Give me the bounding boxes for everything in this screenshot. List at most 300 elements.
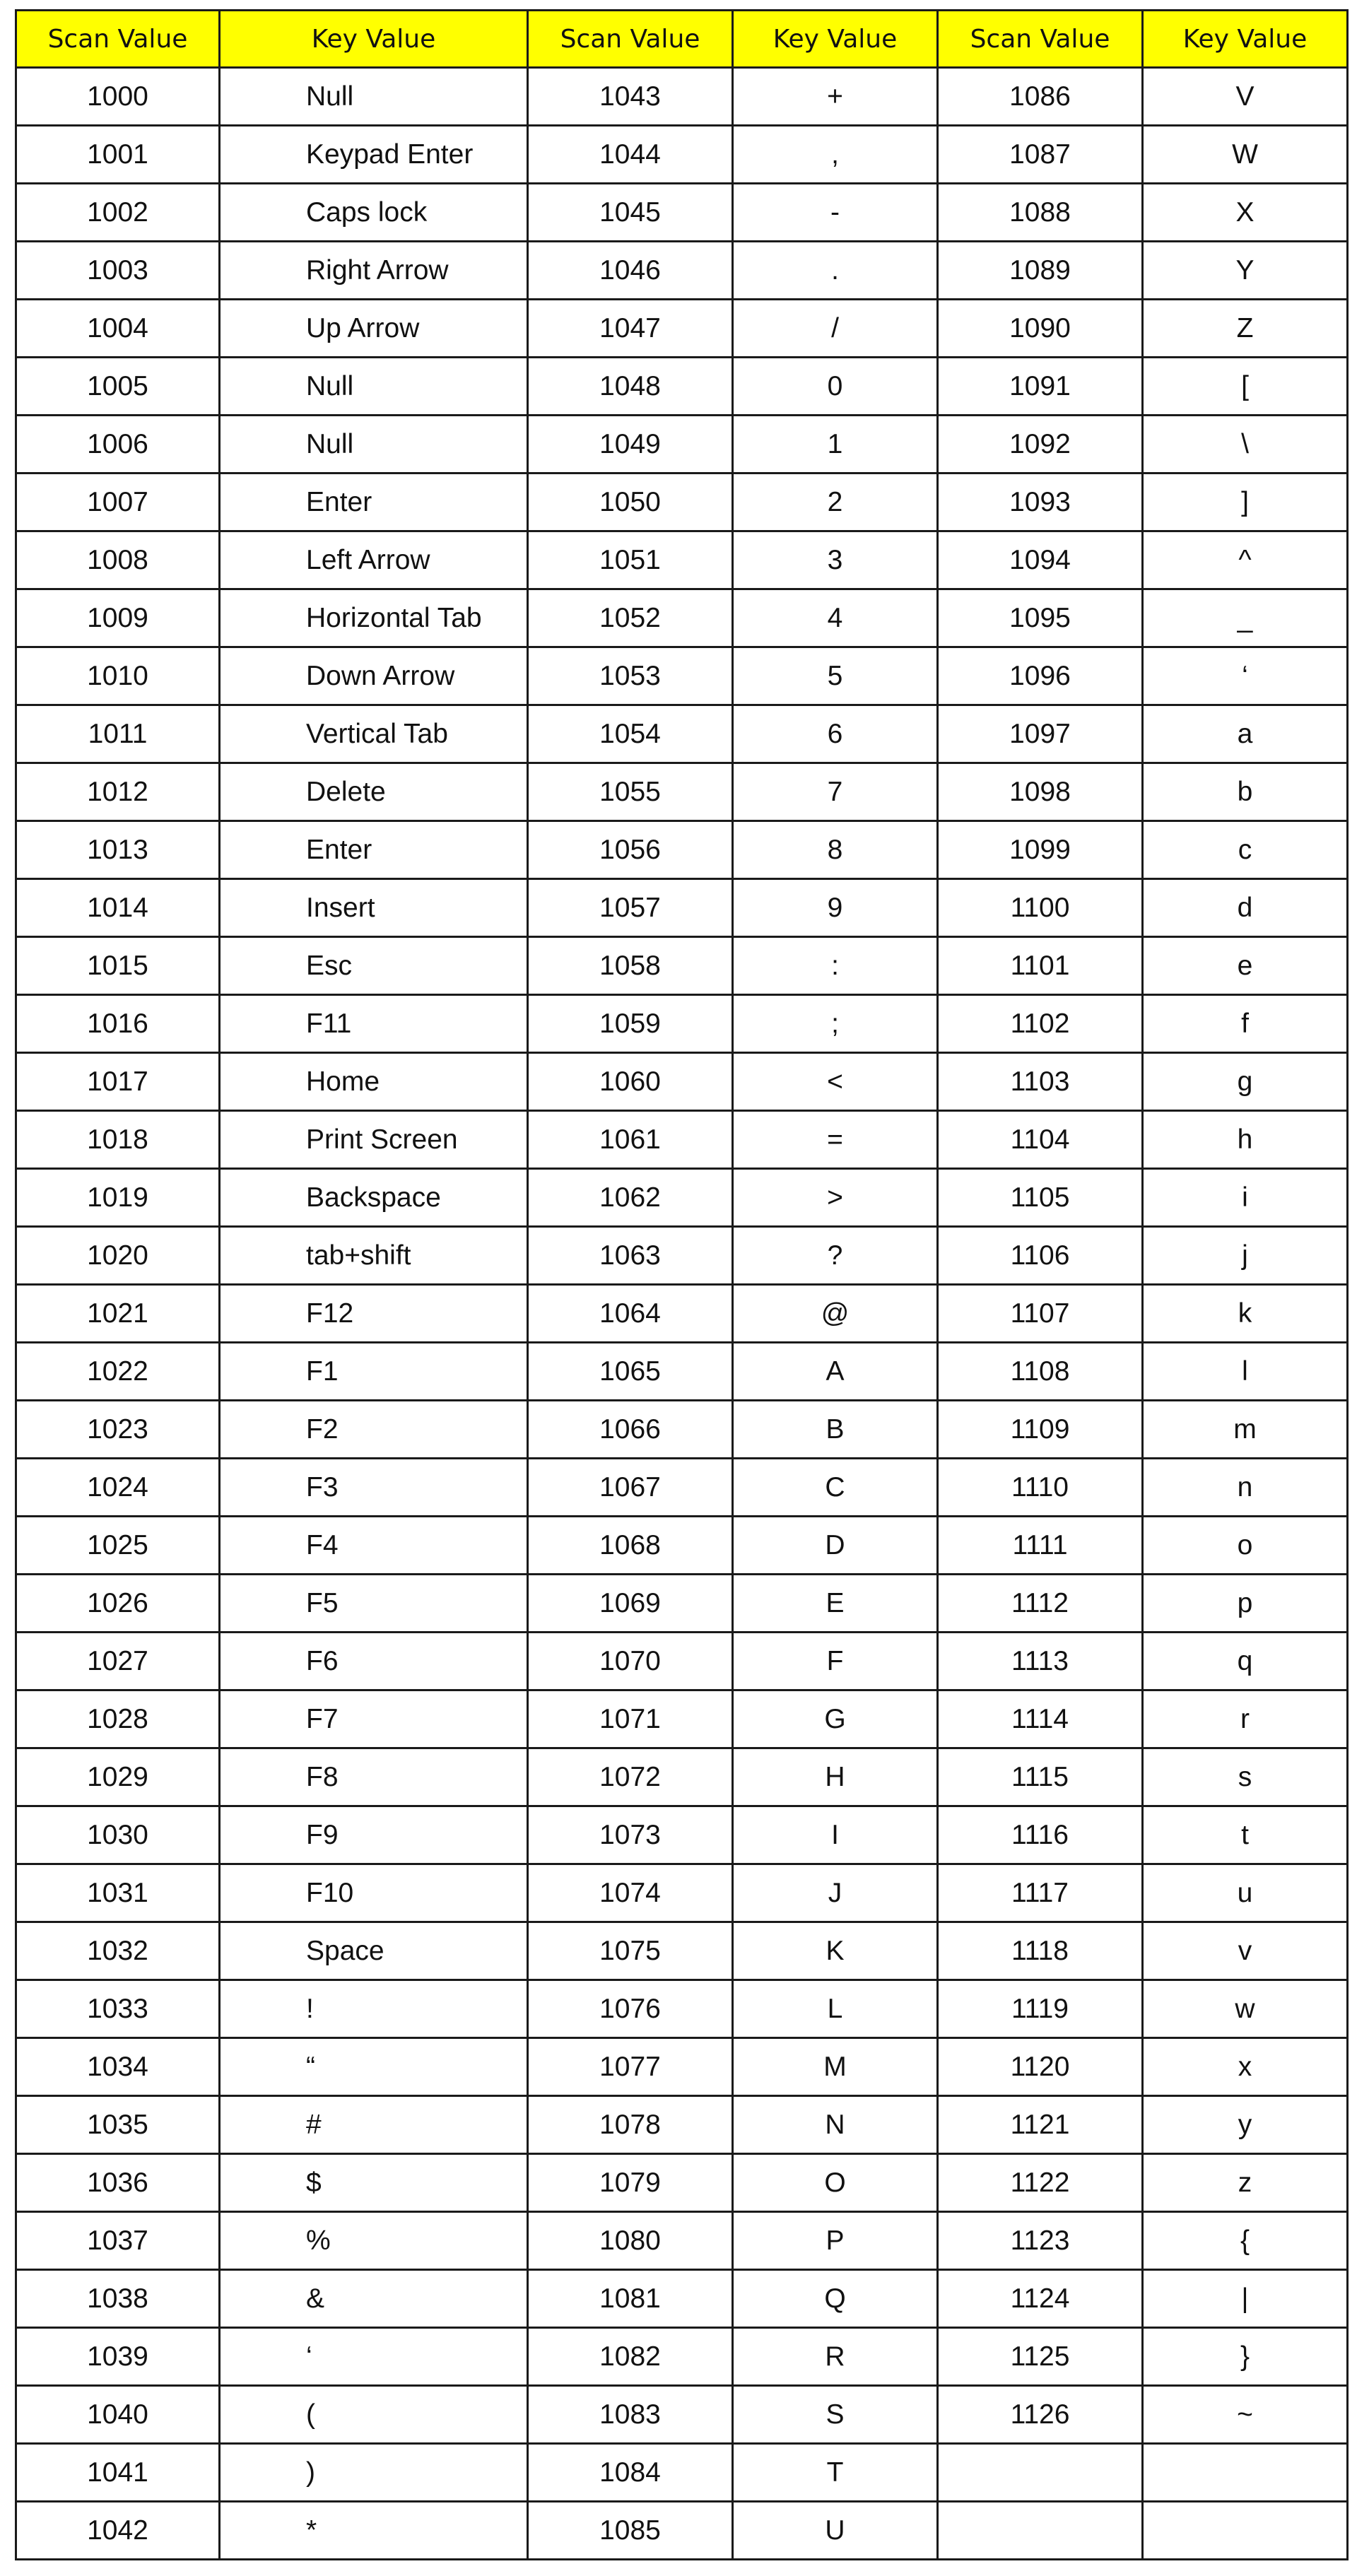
scan-value-cell: 1032 bbox=[16, 1922, 220, 1980]
scan-value-cell: 1035 bbox=[16, 2096, 220, 2154]
key-value-cell: Keypad Enter bbox=[220, 126, 528, 184]
scan-value-cell: 1034 bbox=[16, 2038, 220, 2096]
scan-value-cell: 1097 bbox=[938, 705, 1143, 763]
key-value-cell: Backspace bbox=[220, 1169, 528, 1227]
key-value-cell: F7 bbox=[220, 1690, 528, 1748]
key-value-cell: Esc bbox=[220, 937, 528, 995]
key-value-cell: i bbox=[1143, 1169, 1348, 1227]
scan-value-cell: 1002 bbox=[16, 184, 220, 242]
key-value-cell: R bbox=[733, 2328, 938, 2386]
scan-value-cell: 1115 bbox=[938, 1748, 1143, 1806]
scan-value-cell: 1090 bbox=[938, 300, 1143, 358]
scan-value-cell: 1082 bbox=[528, 2328, 733, 2386]
scan-value-cell: 1110 bbox=[938, 1459, 1143, 1517]
scan-value-cell: 1042 bbox=[16, 2502, 220, 2560]
scan-value-cell: 1073 bbox=[528, 1806, 733, 1864]
scan-value-cell: 1077 bbox=[528, 2038, 733, 2096]
key-value-cell: 7 bbox=[733, 763, 938, 821]
scan-value-cell: 1081 bbox=[528, 2270, 733, 2328]
scan-value-cell: 1089 bbox=[938, 242, 1143, 300]
scan-value-cell: 1098 bbox=[938, 763, 1143, 821]
scan-value-cell: 1104 bbox=[938, 1111, 1143, 1169]
table-row bbox=[16, 2154, 1348, 2212]
table-row bbox=[16, 474, 1348, 531]
scan-value-cell: 1114 bbox=[938, 1690, 1143, 1748]
key-value-cell: ^ bbox=[1143, 531, 1348, 589]
scan-value-cell: 1092 bbox=[938, 416, 1143, 474]
scan-value-cell: 1126 bbox=[938, 2386, 1143, 2444]
scan-value-cell: 1003 bbox=[16, 242, 220, 300]
scan-value-cell: 1122 bbox=[938, 2154, 1143, 2212]
table-row bbox=[16, 589, 1348, 647]
key-value-cell: 9 bbox=[733, 879, 938, 937]
key-value-cell: A bbox=[733, 1343, 938, 1401]
scan-value-cell: 1024 bbox=[16, 1459, 220, 1517]
key-value-cell: b bbox=[1143, 763, 1348, 821]
scan-value-cell: 1084 bbox=[528, 2444, 733, 2502]
key-value-cell: F11 bbox=[220, 995, 528, 1053]
scan-value-cell: 1046 bbox=[528, 242, 733, 300]
key-value-cell: S bbox=[733, 2386, 938, 2444]
key-value-cell: * bbox=[220, 2502, 528, 2560]
table-row bbox=[16, 2502, 1348, 2560]
key-value-cell: & bbox=[220, 2270, 528, 2328]
key-value-cell: Up Arrow bbox=[220, 300, 528, 358]
key-value-cell: F9 bbox=[220, 1806, 528, 1864]
table-row bbox=[16, 300, 1348, 358]
key-value-cell: l bbox=[1143, 1343, 1348, 1401]
table-row bbox=[16, 2386, 1348, 2444]
scan-value-cell bbox=[938, 2502, 1143, 2560]
key-value-cell: T bbox=[733, 2444, 938, 2502]
table-row bbox=[16, 1169, 1348, 1227]
key-value-cell: + bbox=[733, 68, 938, 126]
scan-value-cell: 1051 bbox=[528, 531, 733, 589]
scan-value-cell: 1019 bbox=[16, 1169, 220, 1227]
key-value-cell: z bbox=[1143, 2154, 1348, 2212]
key-value-cell: ) bbox=[220, 2444, 528, 2502]
key-value-cell: g bbox=[1143, 1053, 1348, 1111]
key-value-cell: @ bbox=[733, 1285, 938, 1343]
key-value-cell: j bbox=[1143, 1227, 1348, 1285]
key-value-cell: Insert bbox=[220, 879, 528, 937]
key-value-cell: # bbox=[220, 2096, 528, 2154]
scan-value-cell: 1101 bbox=[938, 937, 1143, 995]
key-value-cell: F2 bbox=[220, 1401, 528, 1459]
scan-value-cell: 1018 bbox=[16, 1111, 220, 1169]
table-row bbox=[16, 879, 1348, 937]
table-row bbox=[16, 1401, 1348, 1459]
scan-value-cell: 1014 bbox=[16, 879, 220, 937]
table-row bbox=[16, 937, 1348, 995]
table-row bbox=[16, 1806, 1348, 1864]
scan-value-cell: 1087 bbox=[938, 126, 1143, 184]
key-value-cell: “ bbox=[220, 2038, 528, 2096]
table-row bbox=[16, 995, 1348, 1053]
key-value-cell: w bbox=[1143, 1980, 1348, 2038]
scan-value-cell bbox=[938, 2444, 1143, 2502]
scan-value-cell: 1117 bbox=[938, 1864, 1143, 1922]
scan-value-cell: 1008 bbox=[16, 531, 220, 589]
scan-value-cell: 1040 bbox=[16, 2386, 220, 2444]
key-value-cell: u bbox=[1143, 1864, 1348, 1922]
scan-value-cell: 1001 bbox=[16, 126, 220, 184]
scan-value-cell: 1107 bbox=[938, 1285, 1143, 1343]
table-row bbox=[16, 184, 1348, 242]
key-value-cell: y bbox=[1143, 2096, 1348, 2154]
scan-value-cell: 1049 bbox=[528, 416, 733, 474]
scan-value-cell: 1080 bbox=[528, 2212, 733, 2270]
header-scan-value-3: Scan Value bbox=[938, 11, 1143, 68]
key-value-cell: / bbox=[733, 300, 938, 358]
table-row bbox=[16, 1864, 1348, 1922]
scan-value-cell: 1109 bbox=[938, 1401, 1143, 1459]
table-row bbox=[16, 1227, 1348, 1285]
scan-value-cell: 1007 bbox=[16, 474, 220, 531]
scan-value-cell: 1067 bbox=[528, 1459, 733, 1517]
key-value-cell bbox=[1143, 2444, 1348, 2502]
scan-value-cell: 1086 bbox=[938, 68, 1143, 126]
scan-value-cell: 1061 bbox=[528, 1111, 733, 1169]
key-value-cell: O bbox=[733, 2154, 938, 2212]
key-value-cell: n bbox=[1143, 1459, 1348, 1517]
scan-value-cell: 1017 bbox=[16, 1053, 220, 1111]
scan-value-cell: 1066 bbox=[528, 1401, 733, 1459]
key-value-cell: Space bbox=[220, 1922, 528, 1980]
scan-value-cell: 1118 bbox=[938, 1922, 1143, 1980]
scan-value-cell: 1044 bbox=[528, 126, 733, 184]
key-value-cell: m bbox=[1143, 1401, 1348, 1459]
scan-value-cell: 1108 bbox=[938, 1343, 1143, 1401]
key-value-cell: 0 bbox=[733, 358, 938, 416]
key-value-cell: ] bbox=[1143, 474, 1348, 531]
scan-value-cell: 1074 bbox=[528, 1864, 733, 1922]
key-value-cell: U bbox=[733, 2502, 938, 2560]
scan-value-cell: 1106 bbox=[938, 1227, 1143, 1285]
scan-value-cell: 1075 bbox=[528, 1922, 733, 1980]
key-value-cell: N bbox=[733, 2096, 938, 2154]
scan-value-cell: 1015 bbox=[16, 937, 220, 995]
table-row bbox=[16, 1053, 1348, 1111]
header-key-value-2: Key Value bbox=[733, 11, 938, 68]
scan-value-cell: 1111 bbox=[938, 1517, 1143, 1575]
key-value-cell: d bbox=[1143, 879, 1348, 937]
scan-value-cell: 1121 bbox=[938, 2096, 1143, 2154]
key-value-cell: o bbox=[1143, 1517, 1348, 1575]
scan-value-cell: 1013 bbox=[16, 821, 220, 879]
key-value-cell: K bbox=[733, 1922, 938, 1980]
scan-value-cell: 1052 bbox=[528, 589, 733, 647]
key-value-cell: > bbox=[733, 1169, 938, 1227]
scan-value-cell: 1096 bbox=[938, 647, 1143, 705]
key-value-cell: F10 bbox=[220, 1864, 528, 1922]
scan-value-cell: 1116 bbox=[938, 1806, 1143, 1864]
table-row bbox=[16, 1517, 1348, 1575]
key-value-cell: [ bbox=[1143, 358, 1348, 416]
key-value-cell: 4 bbox=[733, 589, 938, 647]
table-row bbox=[16, 1633, 1348, 1690]
scan-value-cell: 1028 bbox=[16, 1690, 220, 1748]
key-value-cell: Z bbox=[1143, 300, 1348, 358]
scan-value-cell: 1022 bbox=[16, 1343, 220, 1401]
key-value-cell: G bbox=[733, 1690, 938, 1748]
scan-value-cell: 1043 bbox=[528, 68, 733, 126]
key-value-cell: F bbox=[733, 1633, 938, 1690]
key-value-cell: Down Arrow bbox=[220, 647, 528, 705]
scan-value-cell: 1113 bbox=[938, 1633, 1143, 1690]
scan-value-cell: 1059 bbox=[528, 995, 733, 1053]
key-value-cell: ~ bbox=[1143, 2386, 1348, 2444]
key-value-cell: ? bbox=[733, 1227, 938, 1285]
table-row bbox=[16, 1922, 1348, 1980]
table-row bbox=[16, 1980, 1348, 2038]
scan-value-cell: 1070 bbox=[528, 1633, 733, 1690]
table-row bbox=[16, 705, 1348, 763]
key-value-cell: F3 bbox=[220, 1459, 528, 1517]
key-value-cell: E bbox=[733, 1575, 938, 1633]
scan-value-cell: 1016 bbox=[16, 995, 220, 1053]
key-value-cell: = bbox=[733, 1111, 938, 1169]
scan-value-cell: 1039 bbox=[16, 2328, 220, 2386]
key-value-cell: r bbox=[1143, 1690, 1348, 1748]
key-value-cell bbox=[1143, 2502, 1348, 2560]
key-value-cell: \ bbox=[1143, 416, 1348, 474]
scan-value-cell: 1010 bbox=[16, 647, 220, 705]
header-scan-value-1: Scan Value bbox=[16, 11, 220, 68]
key-value-cell: F6 bbox=[220, 1633, 528, 1690]
scan-value-cell: 1079 bbox=[528, 2154, 733, 2212]
scan-value-cell: 1009 bbox=[16, 589, 220, 647]
scan-value-cell: 1088 bbox=[938, 184, 1143, 242]
table-row bbox=[16, 2444, 1348, 2502]
scan-value-cell: 1093 bbox=[938, 474, 1143, 531]
key-value-cell: . bbox=[733, 242, 938, 300]
key-value-cell: ‘ bbox=[220, 2328, 528, 2386]
key-value-cell: 3 bbox=[733, 531, 938, 589]
key-value-cell: 5 bbox=[733, 647, 938, 705]
key-value-cell: k bbox=[1143, 1285, 1348, 1343]
scan-value-cell: 1012 bbox=[16, 763, 220, 821]
scan-value-cell: 1064 bbox=[528, 1285, 733, 1343]
header-key-value-3: Key Value bbox=[1143, 11, 1348, 68]
key-value-cell: q bbox=[1143, 1633, 1348, 1690]
key-value-cell: 2 bbox=[733, 474, 938, 531]
table-row bbox=[16, 2038, 1348, 2096]
scan-value-cell: 1050 bbox=[528, 474, 733, 531]
key-value-cell: Enter bbox=[220, 474, 528, 531]
table-row bbox=[16, 647, 1348, 705]
key-value-cell: Left Arrow bbox=[220, 531, 528, 589]
key-value-cell: Delete bbox=[220, 763, 528, 821]
scan-value-cell: 1100 bbox=[938, 879, 1143, 937]
scan-value-cell: 1065 bbox=[528, 1343, 733, 1401]
scan-value-cell: 1103 bbox=[938, 1053, 1143, 1111]
scan-value-cell: 1020 bbox=[16, 1227, 220, 1285]
scan-value-cell: 1105 bbox=[938, 1169, 1143, 1227]
scan-value-cell: 1023 bbox=[16, 1401, 220, 1459]
scan-value-cell: 1062 bbox=[528, 1169, 733, 1227]
key-value-cell: Caps lock bbox=[220, 184, 528, 242]
key-value-cell: 1 bbox=[733, 416, 938, 474]
scan-value-cell: 1102 bbox=[938, 995, 1143, 1053]
key-value-cell: c bbox=[1143, 821, 1348, 879]
table-row bbox=[16, 2270, 1348, 2328]
scan-value-cell: 1072 bbox=[528, 1748, 733, 1806]
table-row bbox=[16, 531, 1348, 589]
key-value-cell: Y bbox=[1143, 242, 1348, 300]
scan-value-cell: 1026 bbox=[16, 1575, 220, 1633]
key-value-cell: x bbox=[1143, 2038, 1348, 2096]
key-value-cell: Horizontal Tab bbox=[220, 589, 528, 647]
scan-value-cell: 1060 bbox=[528, 1053, 733, 1111]
key-value-cell: 6 bbox=[733, 705, 938, 763]
key-value-cell: F1 bbox=[220, 1343, 528, 1401]
table-row bbox=[16, 1575, 1348, 1633]
key-value-cell: ; bbox=[733, 995, 938, 1053]
scan-value-cell: 1055 bbox=[528, 763, 733, 821]
table-row bbox=[16, 2212, 1348, 2270]
scan-value-cell: 1038 bbox=[16, 2270, 220, 2328]
key-value-cell: 8 bbox=[733, 821, 938, 879]
scan-value-cell: 1091 bbox=[938, 358, 1143, 416]
key-value-cell: C bbox=[733, 1459, 938, 1517]
scan-value-cell: 1021 bbox=[16, 1285, 220, 1343]
key-value-cell: F8 bbox=[220, 1748, 528, 1806]
key-value-cell: s bbox=[1143, 1748, 1348, 1806]
key-value-cell: B bbox=[733, 1401, 938, 1459]
table-row bbox=[16, 1690, 1348, 1748]
key-value-cell: < bbox=[733, 1053, 938, 1111]
scan-value-cell: 1112 bbox=[938, 1575, 1143, 1633]
table-row bbox=[16, 1111, 1348, 1169]
table-row bbox=[16, 358, 1348, 416]
scan-value-cell: 1041 bbox=[16, 2444, 220, 2502]
table-row bbox=[16, 126, 1348, 184]
key-value-cell: F5 bbox=[220, 1575, 528, 1633]
key-value-cell: - bbox=[733, 184, 938, 242]
key-value-cell: F4 bbox=[220, 1517, 528, 1575]
table-row bbox=[16, 416, 1348, 474]
scan-value-cell: 1057 bbox=[528, 879, 733, 937]
scan-value-cell: 1054 bbox=[528, 705, 733, 763]
key-value-cell: H bbox=[733, 1748, 938, 1806]
key-value-cell: I bbox=[733, 1806, 938, 1864]
table-row bbox=[16, 821, 1348, 879]
scan-value-cell: 1120 bbox=[938, 2038, 1143, 2096]
scan-value-cell: 1000 bbox=[16, 68, 220, 126]
key-value-cell: Home bbox=[220, 1053, 528, 1111]
key-value-cell: Null bbox=[220, 68, 528, 126]
scan-value-cell: 1058 bbox=[528, 937, 733, 995]
key-value-cell: ‘ bbox=[1143, 647, 1348, 705]
scan-value-cell: 1119 bbox=[938, 1980, 1143, 2038]
scan-value-cell: 1125 bbox=[938, 2328, 1143, 2386]
key-value-cell: Right Arrow bbox=[220, 242, 528, 300]
table-row bbox=[16, 1285, 1348, 1343]
key-value-cell: Null bbox=[220, 358, 528, 416]
table-row bbox=[16, 2328, 1348, 2386]
key-value-cell: Enter bbox=[220, 821, 528, 879]
key-value-cell: , bbox=[733, 126, 938, 184]
table-row bbox=[16, 763, 1348, 821]
table-row bbox=[16, 1748, 1348, 1806]
header-scan-value-2: Scan Value bbox=[528, 11, 733, 68]
key-value-cell: : bbox=[733, 937, 938, 995]
key-value-cell: _ bbox=[1143, 589, 1348, 647]
scan-value-cell: 1006 bbox=[16, 416, 220, 474]
scan-value-cell: 1004 bbox=[16, 300, 220, 358]
key-value-cell: ( bbox=[220, 2386, 528, 2444]
key-value-cell: t bbox=[1143, 1806, 1348, 1864]
key-value-cell: % bbox=[220, 2212, 528, 2270]
key-value-cell: D bbox=[733, 1517, 938, 1575]
header-key-value-1: Key Value bbox=[220, 11, 528, 68]
scan-value-cell: 1056 bbox=[528, 821, 733, 879]
scan-value-cell: 1005 bbox=[16, 358, 220, 416]
scan-value-cell: 1030 bbox=[16, 1806, 220, 1864]
key-value-cell: tab+shift bbox=[220, 1227, 528, 1285]
key-value-cell: { bbox=[1143, 2212, 1348, 2270]
scan-value-cell: 1099 bbox=[938, 821, 1143, 879]
key-value-cell: Vertical Tab bbox=[220, 705, 528, 763]
scan-value-cell: 1071 bbox=[528, 1690, 733, 1748]
key-value-cell: F12 bbox=[220, 1285, 528, 1343]
scan-value-cell: 1069 bbox=[528, 1575, 733, 1633]
key-value-cell: P bbox=[733, 2212, 938, 2270]
scan-value-cell: 1047 bbox=[528, 300, 733, 358]
key-value-cell: v bbox=[1143, 1922, 1348, 1980]
key-value-cell: W bbox=[1143, 126, 1348, 184]
scan-value-cell: 1025 bbox=[16, 1517, 220, 1575]
key-value-cell: L bbox=[733, 1980, 938, 2038]
scan-value-cell: 1078 bbox=[528, 2096, 733, 2154]
table-row bbox=[16, 1343, 1348, 1401]
scan-value-cell: 1029 bbox=[16, 1748, 220, 1806]
key-value-cell: } bbox=[1143, 2328, 1348, 2386]
scan-value-cell: 1076 bbox=[528, 1980, 733, 2038]
key-value-cell: $ bbox=[220, 2154, 528, 2212]
scan-value-cell: 1068 bbox=[528, 1517, 733, 1575]
scan-value-cell: 1045 bbox=[528, 184, 733, 242]
key-value-cell: Null bbox=[220, 416, 528, 474]
scan-value-cell: 1123 bbox=[938, 2212, 1143, 2270]
key-value-cell: X bbox=[1143, 184, 1348, 242]
scan-value-cell: 1053 bbox=[528, 647, 733, 705]
table-body bbox=[16, 68, 1348, 2560]
scan-value-cell: 1085 bbox=[528, 2502, 733, 2560]
table-row bbox=[16, 2096, 1348, 2154]
key-value-cell: Print Screen bbox=[220, 1111, 528, 1169]
scan-value-cell: 1083 bbox=[528, 2386, 733, 2444]
key-value-cell: V bbox=[1143, 68, 1348, 126]
key-value-cell: J bbox=[733, 1864, 938, 1922]
scan-value-cell: 1011 bbox=[16, 705, 220, 763]
key-value-cell: Q bbox=[733, 2270, 938, 2328]
key-value-cell: a bbox=[1143, 705, 1348, 763]
scan-value-cell: 1063 bbox=[528, 1227, 733, 1285]
key-value-cell: f bbox=[1143, 995, 1348, 1053]
key-value-cell: | bbox=[1143, 2270, 1348, 2328]
table-row bbox=[16, 68, 1348, 126]
table-row bbox=[16, 1459, 1348, 1517]
key-value-cell: ! bbox=[220, 1980, 528, 2038]
scan-value-cell: 1048 bbox=[528, 358, 733, 416]
scan-value-cell: 1036 bbox=[16, 2154, 220, 2212]
key-value-cell: e bbox=[1143, 937, 1348, 995]
scan-value-cell: 1037 bbox=[16, 2212, 220, 2270]
key-value-cell: p bbox=[1143, 1575, 1348, 1633]
table-header-row bbox=[16, 11, 1348, 68]
